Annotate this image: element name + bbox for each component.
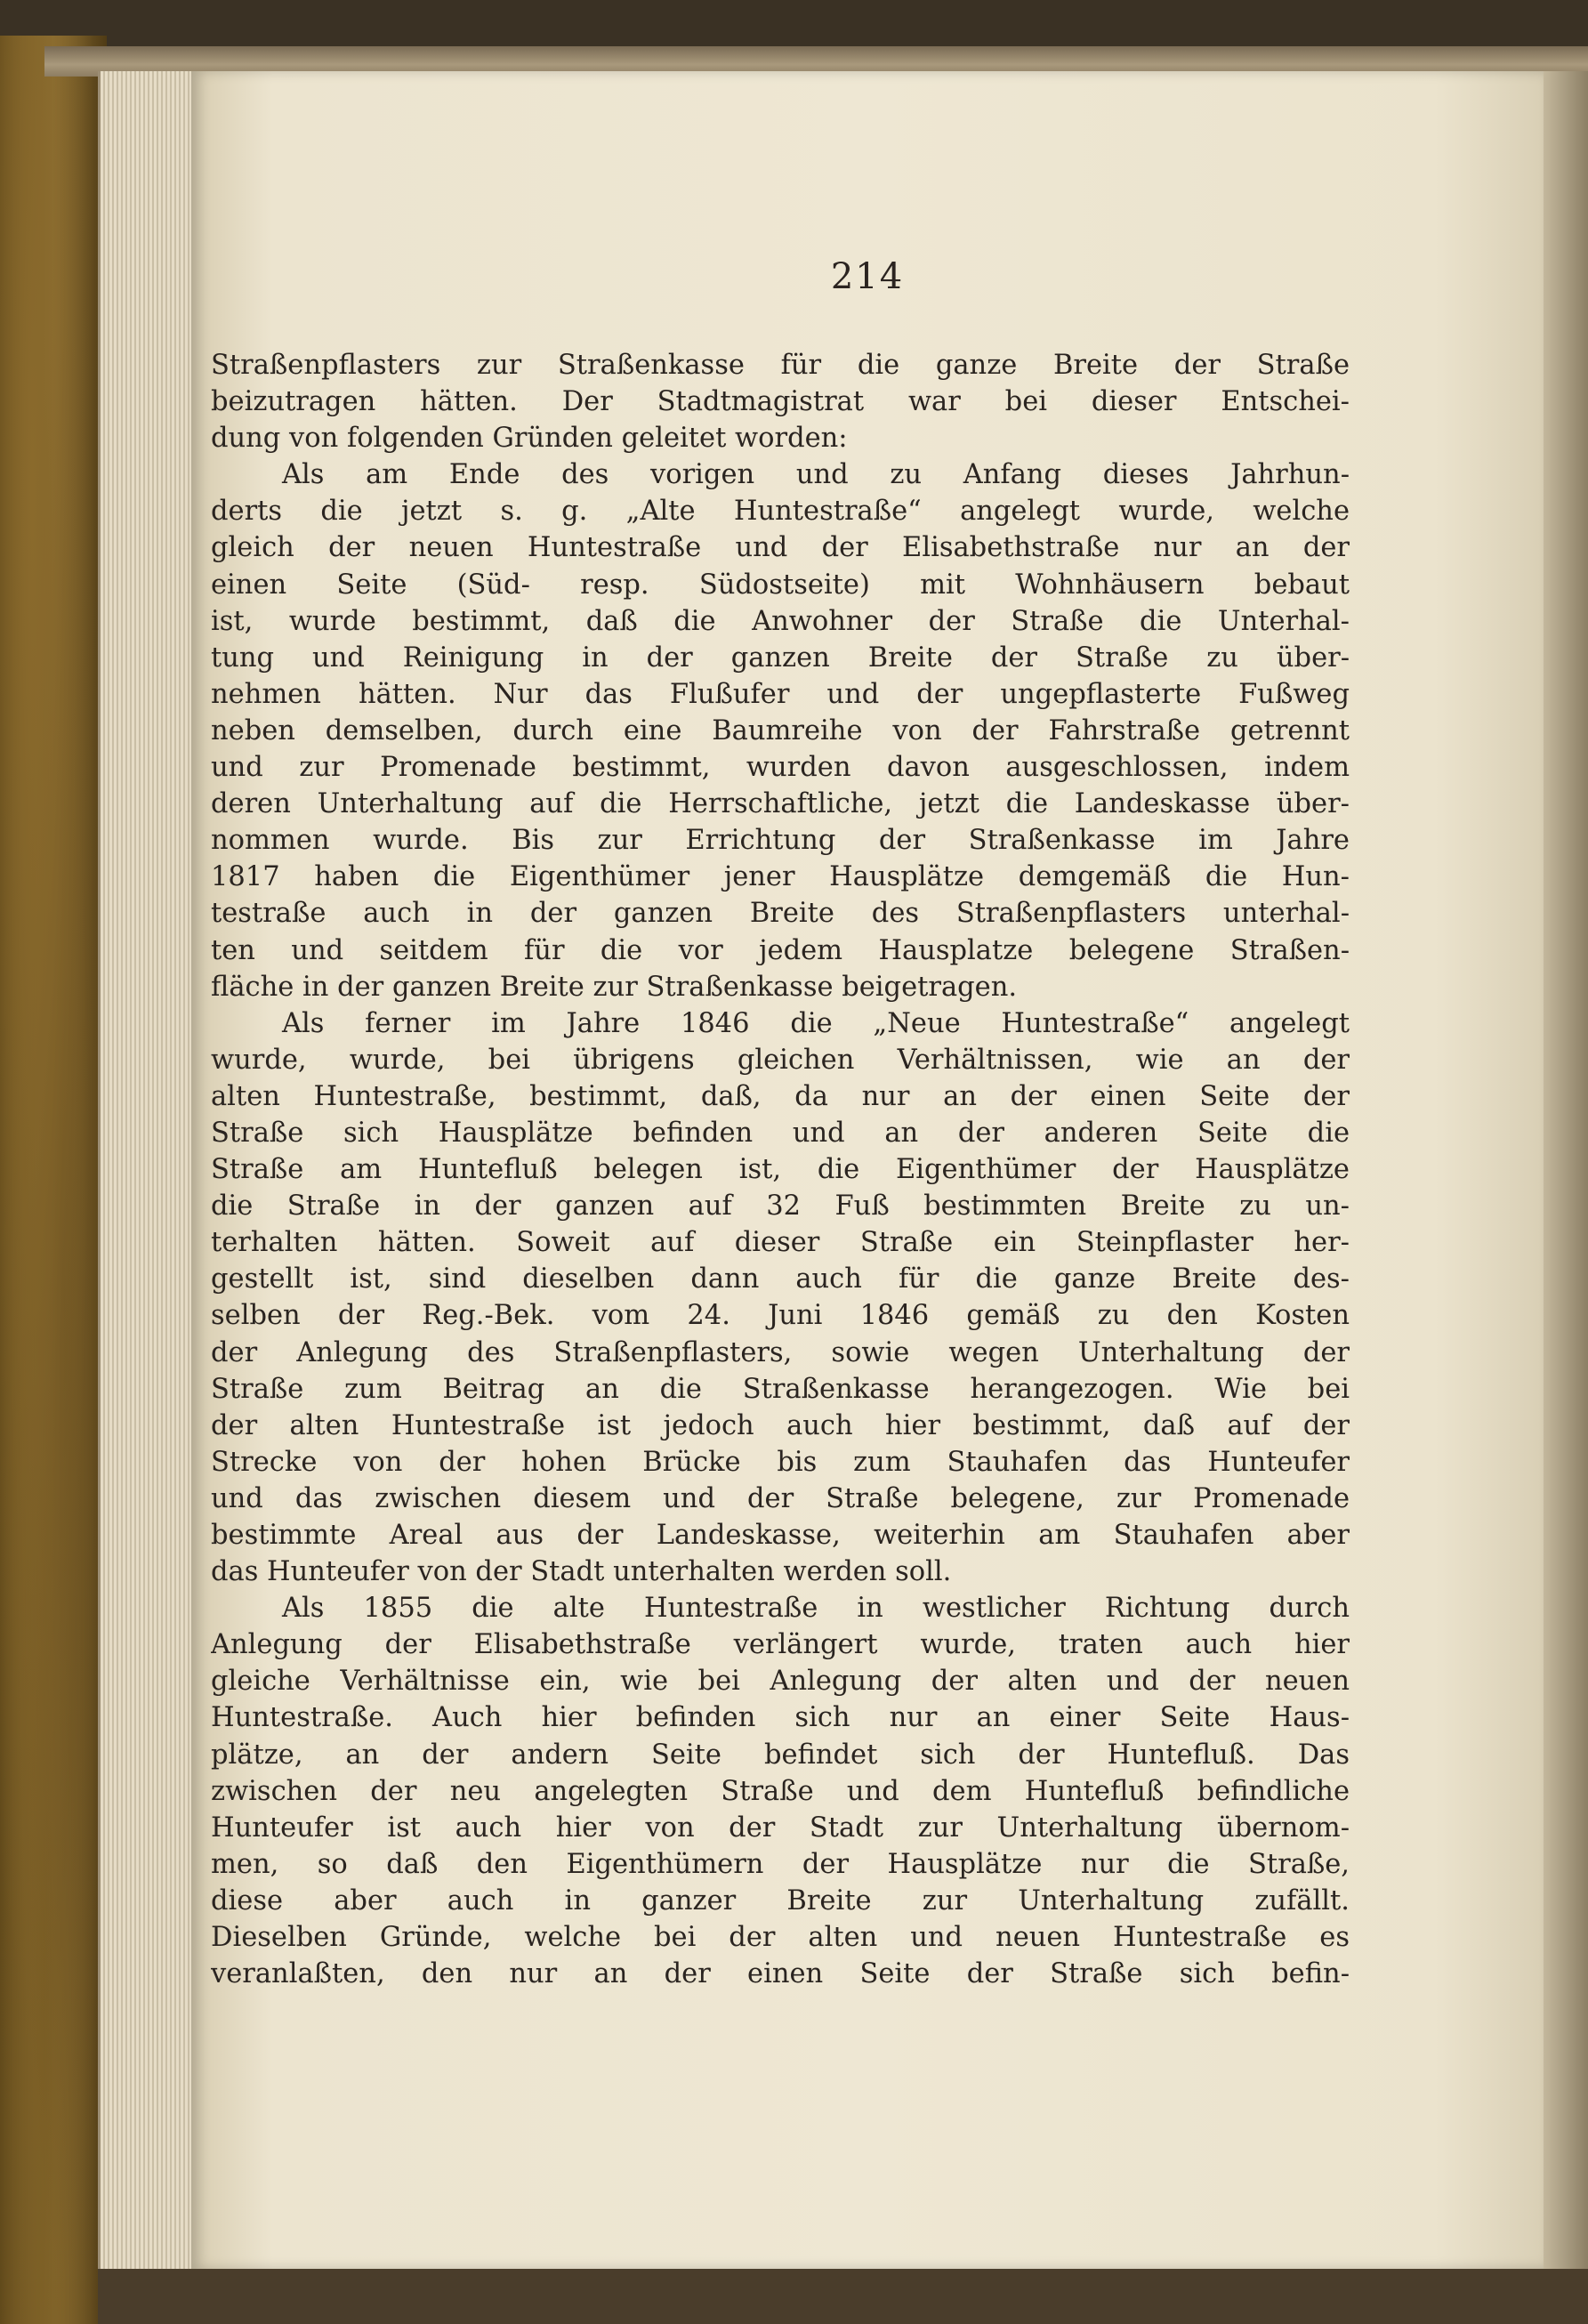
text-line: Dieselben Gründe, welche bei der alten und neuen Huntestraße es [211,1922,1350,1954]
text-line: Als 1855 die alte Huntestraße in westlicher Richtung durch [282,1593,1350,1625]
text-line: deren Unterhaltung auf die Herrschaftliche, jetzt die Landeskasse über- [211,788,1350,820]
text-line: Huntestraße. Auch hier befinden sich nur an einer Seite Haus- [211,1702,1350,1734]
text-line: und zur Promenade bestimmt, wurden davon ausgeschlossen, indem [211,752,1350,784]
text-line: Straßenpflasters zur Straßenkasse für die ganze Breite der Straße [211,350,1350,381]
text-line: alten Huntestraße, bestimmt, daß, da nur an der einen Seite der [211,1080,1350,1112]
text-line: gleiche Verhältnisse ein, wie bei Anlegung der alten und der neuen [211,1666,1350,1698]
text-line: testraße auch in der ganzen Breite des Straßenpflasters unterhal- [211,898,1350,930]
text-line: Straße sich Hausplätze befinden und an der anderen Seite die [211,1117,1350,1149]
book-bottom-edge [98,2269,1588,2324]
text-line: der alten Huntestraße ist jedoch auch hier bestimmt, daß auf der [211,1409,1350,1441]
text-line: neben demselben, durch eine Baumreihe von der Fahrstraße getrennt [211,714,1350,746]
text-line: 1817 haben die Eigenthümer jener Hausplätze demgemäß die Hun- [211,861,1350,893]
facing-page-edge [1544,71,1588,2269]
text-line: dung von folgenden Gründen geleitet worden: [211,423,848,455]
text-line: Anlegung der Elisabethstraße verlängert wurde, traten auch hier [211,1629,1350,1661]
text-line: zwischen der neu angelegten Straße und dem Huntefluß befindliche [211,1775,1350,1807]
text-line: tung und Reinigung in der ganzen Breite der Straße zu über- [211,642,1350,674]
text-line: fläche in der ganzen Breite zur Straßenkasse beigetragen. [211,971,1018,1003]
page-number: 214 [830,256,905,297]
text-line: derts die jetzt s. g. „Alte Huntestraße“ angelegt wurde, welche [211,496,1350,528]
text-line: plätze, an der andern Seite befindet sich der Huntefluß. Das [211,1739,1350,1771]
text-line: nehmen hätten. Nur das Flußufer und der ungepflasterte Fußweg [211,678,1350,710]
text-line: das Hunteufer von der Stadt unterhalten werden soll. [211,1556,952,1588]
text-line: Als ferner im Jahre 1846 die „Neue Huntestraße“ angelegt [282,1007,1350,1039]
text-line: wurde, wurde, bei übrigens gleichen Verhältnissen, wie an der [211,1044,1350,1076]
text-line: terhalten hätten. Soweit auf dieser Straße ein Steinpflaster her- [211,1227,1350,1259]
text-line: ten und seitdem für die vor jedem Hausplatze belegene Straßen- [211,934,1350,966]
text-line: veranlaßten, den nur an der einen Seite der Straße sich befin- [211,1958,1350,1990]
text-line: beizutragen hätten. Der Stadtmagistrat war bei dieser Entschei- [211,386,1350,418]
text-line: selben der Reg.-Bek. vom 24. Juni 1846 gemäß zu den Kosten [211,1300,1350,1332]
text-line: bestimmte Areal aus der Landeskasse, weiterhin am Stauhafen aber [211,1520,1350,1551]
book-cover [0,36,107,2324]
text-line: der Anlegung des Straßenpflasters, sowie wegen Unterhaltung der [211,1336,1350,1368]
text-line: men, so daß den Eigenthümern der Hausplätze nur die Straße, [211,1848,1350,1880]
text-line: Strecke von der hohen Brücke bis zum Stauhafen das Hunteufer [211,1446,1350,1478]
text-line: gleich der neuen Huntestraße und der Elisabethstraße nur an der [211,532,1350,564]
page-edges [98,71,198,2269]
text-line: Als am Ende des vorigen und zu Anfang dieses Jahrhun- [282,459,1350,491]
body-text [211,347,1350,1992]
text-line: Straße zum Beitrag an die Straßenkasse herangezogen. Wie bei [211,1373,1350,1405]
text-line: ist, wurde bestimmt, daß die Anwohner der Straße die Unterhal- [211,605,1350,637]
text-line: Hunteufer ist auch hier von der Stadt zur Unterhaltung übernom- [211,1812,1350,1844]
text-line: einen Seite (Süd- resp. Südostseite) mit Wohnhäusern bebaut [211,569,1350,601]
text-line: Straße am Huntefluß belegen ist, die Eigenthümer der Hausplätze [211,1154,1350,1186]
text-line: gestellt ist, sind dieselben dann auch für die ganze Breite des- [211,1263,1350,1295]
text-line: nommen wurde. Bis zur Errichtung der Straßenkasse im Jahre [211,825,1350,857]
text-line: die Straße in der ganzen auf 32 Fuß bestimmten Breite zu un- [211,1190,1350,1223]
text-line: diese aber auch in ganzer Breite zur Unterhaltung zufällt. [211,1884,1350,1916]
text-line: und das zwischen diesem und der Straße belegene, zur Promenade [211,1482,1350,1514]
